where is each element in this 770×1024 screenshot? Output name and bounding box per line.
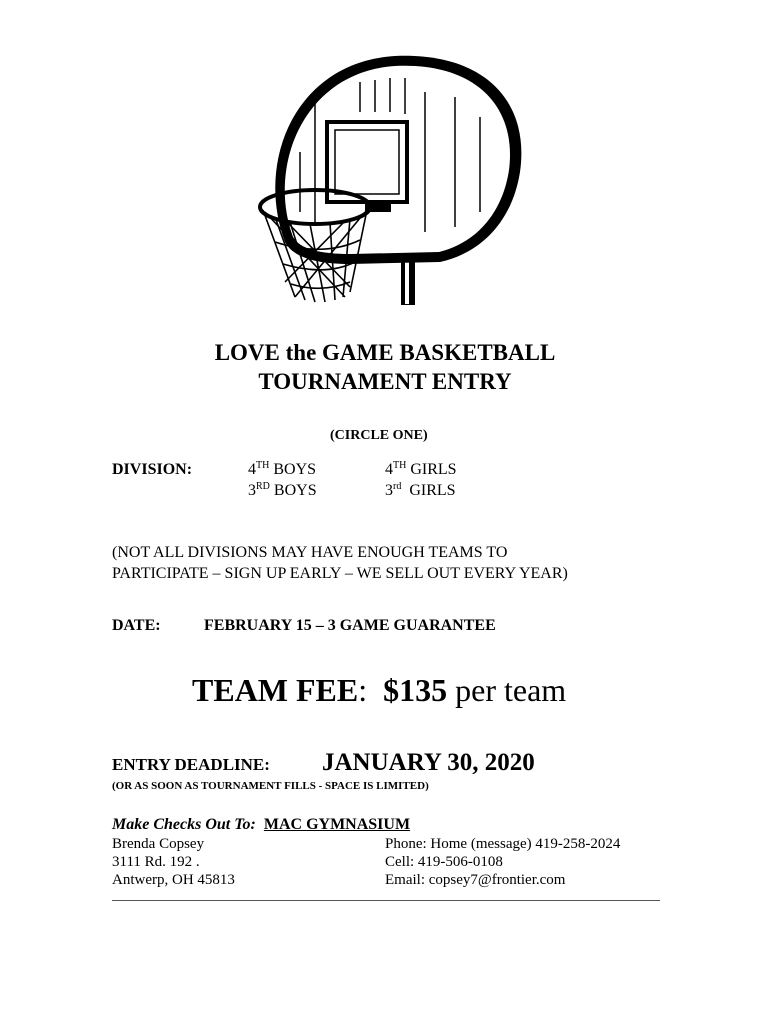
basketball-hoop-icon — [255, 42, 530, 307]
division-label: DIVISION: — [112, 461, 193, 478]
division-option-3rd-boys[interactable]: 3RD BOYS — [248, 481, 317, 499]
entry-deadline-date: JANUARY 30, 2020 — [322, 749, 535, 776]
division-option-3rd-girls[interactable]: 3rd GIRLS — [385, 481, 456, 499]
checks-line — [112, 816, 410, 834]
address-name: Brenda Copsey — [112, 836, 205, 852]
notice-line-2: PARTICIPATE – SIGN UP EARLY – WE SELL OUT EVERY YEAR) — [112, 565, 568, 582]
division-option-4th-girls[interactable]: 4TH GIRLS — [385, 460, 457, 478]
division-option-4th-boys[interactable]: 4TH BOYS — [248, 460, 317, 478]
team-fee-amount: $135 — [383, 672, 448, 708]
team-fee-label: TEAM FEE — [192, 672, 359, 708]
team-fee-suffix: per team — [455, 672, 567, 708]
title-line-2: TOURNAMENT ENTRY — [258, 369, 512, 394]
date-value: FEBRUARY 15 – 3 GAME GUARANTEE — [204, 617, 496, 634]
address-city: Antwerp, OH 45813 — [112, 872, 235, 888]
entry-deadline-label: ENTRY DEADLINE: — [112, 755, 270, 774]
team-fee: TEAM FEE: $135 per team — [192, 672, 567, 708]
title-line-1: LOVE the GAME BASKETBALL — [214, 340, 556, 365]
circle-one-note: (CIRCLE ONE) — [330, 428, 428, 443]
contact-phone: Phone: Home (message) 419-258-2024 — [385, 836, 621, 852]
bottom-divider — [112, 900, 660, 901]
notice-line-1: (NOT ALL DIVISIONS MAY HAVE ENOUGH TEAMS TO — [112, 544, 508, 561]
date-label: DATE: — [112, 617, 161, 634]
address-street: 3111 Rd. 192 . — [112, 854, 200, 870]
checks-label: Make Checks Out To: — [112, 816, 256, 833]
contact-email[interactable]: Email: copsey7@frontier.com — [385, 872, 566, 888]
checks-payee: MAC GYMNASIUM — [263, 816, 411, 833]
contact-cell: Cell: 419-506-0108 — [385, 854, 503, 870]
entry-deadline-note: (OR AS SOON AS TOURNAMENT FILLS - SPACE IS LIMITED) — [112, 780, 429, 792]
